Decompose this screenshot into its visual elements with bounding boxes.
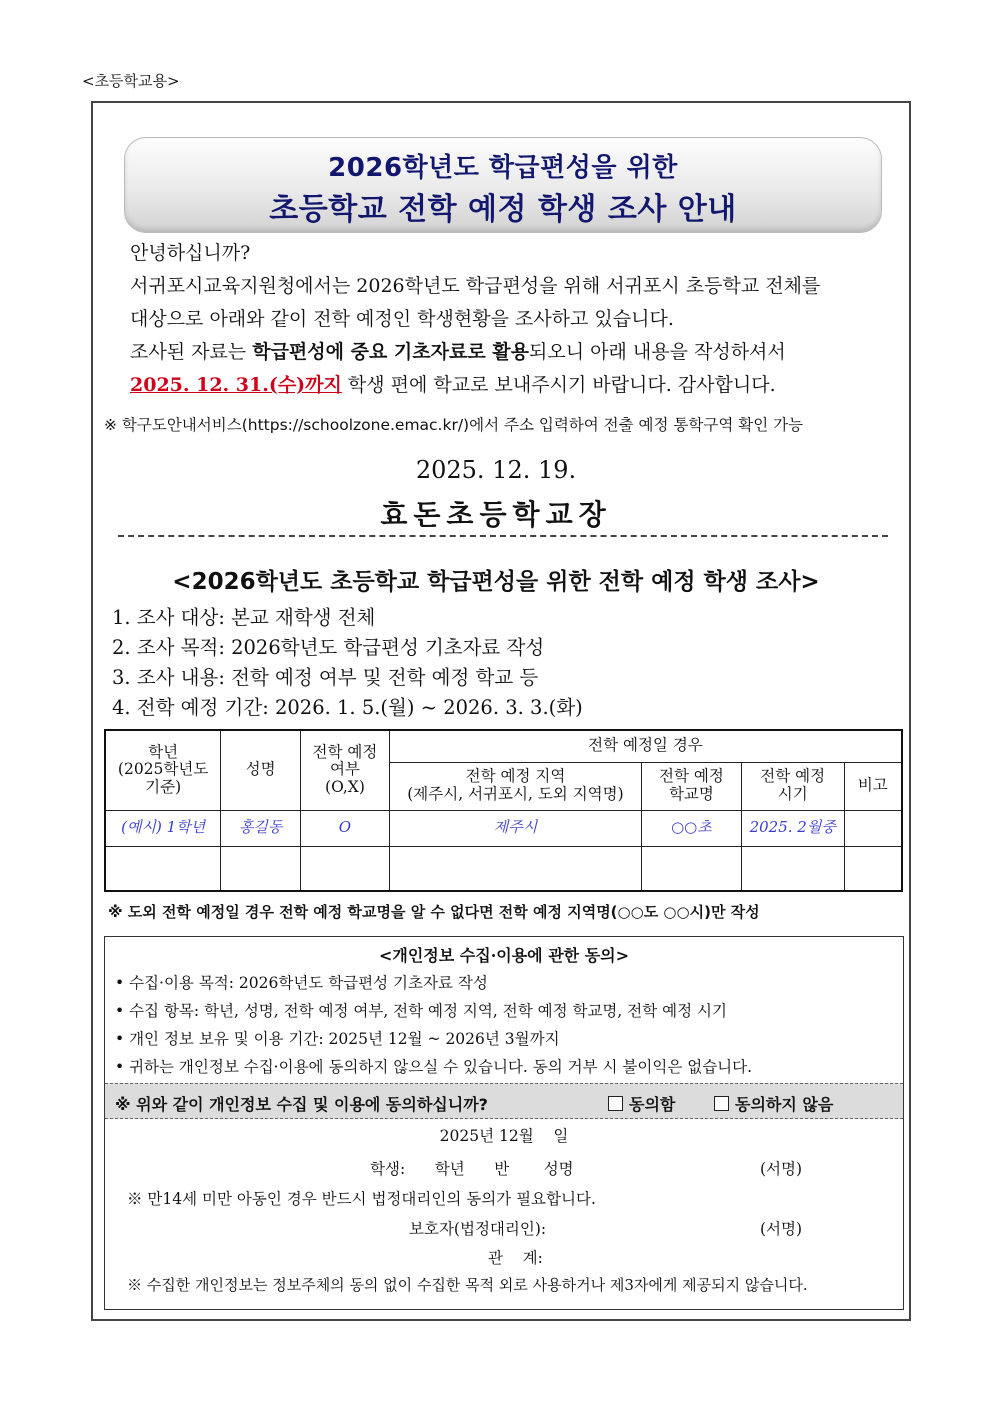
intro-emphasis: 학급편성에 중요 기초자료로 활용 [252, 341, 530, 363]
header-transfer-time: 전학 예정 시기 [741, 762, 844, 810]
guardian-line: 보호자(법정대리인): [409, 1220, 547, 1238]
entry-note-cell[interactable] [844, 846, 902, 891]
document-type-tag: <초등학교용> [82, 72, 180, 90]
student-signature: (서명) [760, 1160, 803, 1178]
consent-bullet-retention: • 개인 정보 보유 및 이용 기간: 2025년 12월 ~ 2026년 3월까지 [115, 1030, 560, 1048]
minor-consent-note: ※ 만14세 미만 아동인 경우 반드시 법정대리인의 동의가 필요합니다. [127, 1190, 596, 1208]
agree-checkbox[interactable] [608, 1096, 623, 1111]
intro-line-1: 서귀포시교육지원청에서는 2026학년도 학급편성을 위해 서귀포시 초등학교 전체를 [130, 275, 821, 297]
entry-grade-cell[interactable] [105, 846, 221, 891]
greeting: 안녕하십니까? [130, 242, 251, 264]
example-time: 2025. 2월중 [741, 810, 844, 846]
title-banner [124, 137, 882, 233]
consent-box [104, 936, 904, 1310]
banner-title-line1: 2026학년도 학급편성을 위한 [328, 153, 678, 183]
student-line: 학생: 학년 반 성명 [370, 1160, 574, 1178]
intro-line-2: 대상으로 아래와 같이 전학 예정인 학생현황을 조사하고 있습니다. [130, 308, 674, 330]
guardian-signature: (서명) [760, 1220, 803, 1238]
consent-title: <개인정보 수집·이용에 관한 동의> [378, 946, 630, 965]
consent-question: ※ 위와 같이 개인정보 수집 및 이용에 동의하십니까? [115, 1095, 488, 1114]
agree-option[interactable] [608, 1092, 675, 1115]
example-region: 제주시 [389, 810, 641, 846]
survey-table [104, 729, 903, 892]
entry-school-cell[interactable] [642, 846, 742, 891]
intro-line-4 [130, 370, 776, 397]
header-transfer-region: 전학 예정 지역 (제주시, 서귀포시, 도외 지역명) [389, 762, 641, 810]
intro-line-3-post: 되오니 아래 내용을 작성하셔서 [529, 341, 786, 363]
header-transfer-group: 전학 예정일 경우 [389, 730, 902, 762]
example-plan: O [301, 810, 390, 846]
intro-line-3 [130, 337, 786, 364]
example-name: 홍길동 [221, 810, 301, 846]
agree-label: 동의함 [629, 1095, 676, 1114]
consent-date-line: 2025년 12월 일 [439, 1127, 569, 1145]
entry-name-cell[interactable] [221, 846, 301, 891]
header-grade: 학년 (2025학년도 기준) [105, 730, 221, 810]
header-transfer-plan: 전학 예정 여부 (O,X) [301, 730, 390, 810]
issue-date: 2025. 12. 19. [415, 456, 577, 484]
entry-region-cell[interactable] [389, 846, 641, 891]
entry-plan-cell[interactable] [301, 846, 390, 891]
example-school: ○○초 [642, 810, 742, 846]
survey-item-3: 3. 조사 내용: 전학 예정 여부 및 전학 예정 학교 등 [112, 666, 539, 689]
intro-line-4-post: 학생 편에 학교로 보내주시기 바랍니다. 감사합니다. [341, 374, 776, 396]
privacy-footer-note: ※ 수집한 개인정보는 정보주체의 동의 없이 수집한 목적 외로 사용하거나 제3자에게 제공되지 않습니다. [127, 1276, 808, 1294]
consent-question-bar [105, 1083, 903, 1119]
disagree-checkbox[interactable] [714, 1096, 729, 1111]
consent-bullet-items: • 수집 항목: 학년, 성명, 전학 예정 여부, 전학 예정 지역, 전학 예정 학교명, 전학 예정 시기 [115, 1002, 727, 1020]
example-note [844, 810, 902, 846]
header-transfer-school: 전학 예정 학교명 [642, 762, 742, 810]
survey-item-1: 1. 조사 대상: 본교 재학생 전체 [112, 606, 376, 629]
consent-bullet-refusal: • 귀하는 개인정보 수집·이용에 동의하지 않으실 수 있습니다. 동의 거부 시 불이익은 없습니다. [115, 1058, 753, 1076]
disagree-label: 동의하지 않음 [735, 1095, 834, 1114]
school-principal: 효돈초등학교장 [380, 498, 612, 531]
header-note: 비고 [844, 762, 902, 810]
survey-item-4: 4. 전학 예정 기간: 2026. 1. 5.(월) ~ 2026. 3. 3.(화) [112, 696, 583, 719]
table-row-example [105, 810, 902, 846]
survey-title: <2026학년도 초등학교 학급편성을 위한 전학 예정 학생 조사> [172, 569, 820, 595]
relation-line: 관 계: [488, 1249, 543, 1267]
disagree-option[interactable] [714, 1092, 833, 1115]
intro-line-3-pre: 조사된 자료는 [130, 341, 253, 363]
deadline: 2025. 12. 31.(수)까지 [130, 374, 342, 396]
survey-item-2: 2. 조사 목적: 2026학년도 학급편성 기초자료 작성 [112, 636, 545, 659]
header-name: 성명 [221, 730, 301, 810]
cut-line [118, 535, 888, 537]
example-grade: (예시) 1학년 [105, 810, 221, 846]
consent-bullet-purpose: • 수집·이용 목적: 2026학년도 학급편성 기초자료 작성 [115, 974, 488, 992]
entry-time-cell[interactable] [741, 846, 844, 891]
schoolzone-service-note: ※ 학구도안내서비스(https://schoolzone.emac.kr/)에서 주소 입력하여 전출 예정 통학구역 확인 가능 [104, 416, 804, 434]
table-note: ※ 도외 전학 예정일 경우 전학 예정 학교명을 알 수 없다면 전학 예정 지역명(○○도 ○○시)만 작성 [108, 903, 760, 921]
banner-title-line2: 초등학교 전학 예정 학생 조사 안내 [269, 192, 737, 227]
table-row-entry [105, 846, 902, 891]
